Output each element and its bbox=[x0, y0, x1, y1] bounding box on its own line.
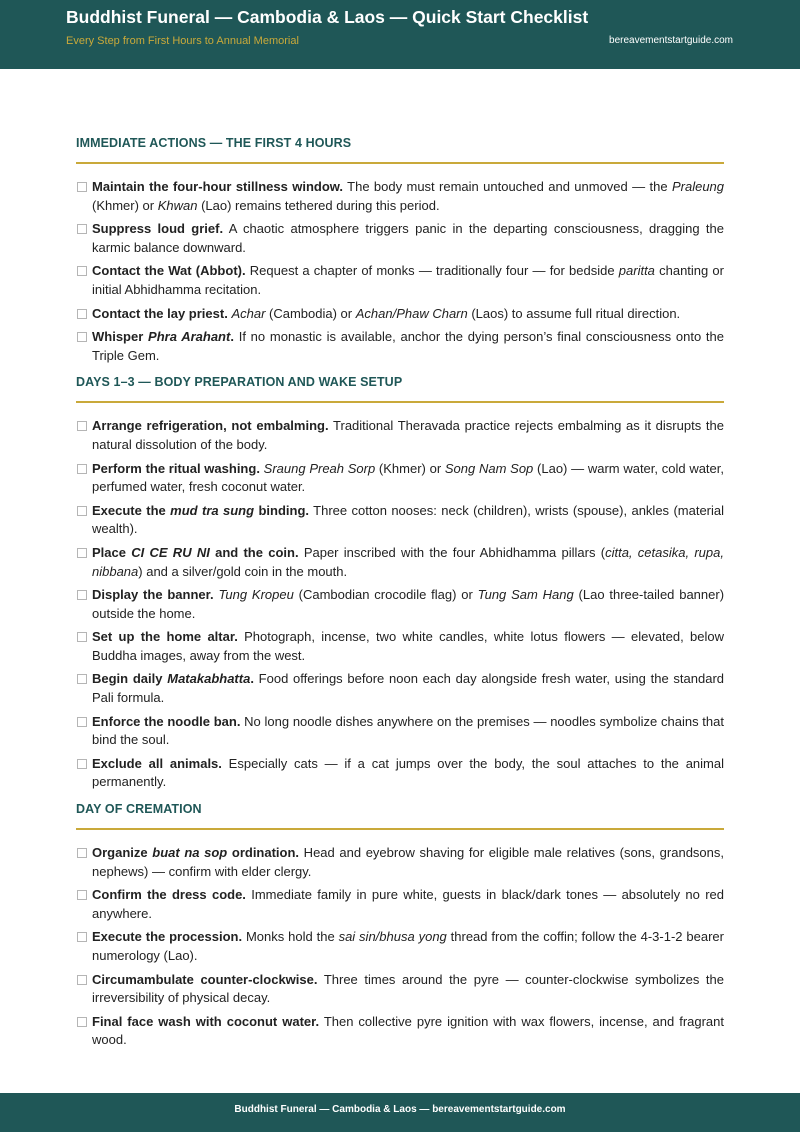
item-title-text bbox=[170, 503, 254, 518]
section-heading: DAY OF CREMATION bbox=[76, 802, 724, 830]
checkbox-icon[interactable] bbox=[77, 717, 87, 727]
checkbox-icon[interactable] bbox=[77, 975, 87, 985]
checklist-items bbox=[76, 844, 724, 1050]
item-title-text: Contact the lay priest. bbox=[92, 305, 228, 321]
checkbox-icon[interactable] bbox=[77, 632, 87, 642]
item-title-text: Whisper bbox=[92, 329, 149, 345]
checklist-content bbox=[76, 136, 724, 1055]
item-title-text: Suppress loud grief. bbox=[92, 221, 224, 237]
checklist-section bbox=[76, 375, 724, 792]
item-body-text: Paper inscribed with the four Abhidhamma pillars ( bbox=[298, 544, 606, 560]
checkbox-icon[interactable] bbox=[77, 590, 87, 600]
page-subtitle: Every Step from First Hours to Annual Memorial bbox=[66, 35, 299, 47]
checkbox-icon[interactable] bbox=[77, 548, 87, 558]
checklist-items bbox=[76, 178, 724, 365]
item-body-text: If no monastic is available, anchor the dying person’s final consciousness onto the Triple Gem. bbox=[92, 329, 724, 363]
checklist-item bbox=[76, 928, 724, 965]
checklist-items bbox=[76, 417, 724, 792]
checkbox-icon[interactable] bbox=[77, 464, 87, 474]
checklist-item bbox=[76, 670, 724, 707]
item-title-text: and the coin. bbox=[209, 544, 299, 560]
checkbox-icon[interactable] bbox=[77, 1017, 87, 1027]
item-body-text: (Laos) to assume full ritual direction. bbox=[467, 305, 681, 321]
item-body-text: Especially cats — if a cat jumps over the body, the soul attaches to the animal permanently. bbox=[92, 755, 724, 790]
checklist-section bbox=[76, 802, 724, 1050]
checkbox-icon[interactable] bbox=[77, 266, 87, 276]
item-title-text: binding. bbox=[254, 502, 309, 518]
item-title-text: Execute the procession. bbox=[92, 929, 243, 945]
item-body-text: The body must remain untouched and unmoved — the bbox=[343, 179, 672, 194]
item-title-text: Arrange refrigeration, not embalming. bbox=[92, 418, 329, 434]
checkbox-icon[interactable] bbox=[77, 332, 87, 342]
item-term-text: Tung Kropeu bbox=[218, 587, 294, 603]
item-term-text: Khwan bbox=[157, 197, 198, 213]
item-title-text: . bbox=[250, 671, 254, 687]
item-emphasis: buat na sop bbox=[152, 845, 228, 861]
item-term-text: Sraung Preah Sorp bbox=[263, 460, 376, 476]
item-body-text: Traditional Theravada practice rejects embalming as it disrupts the natural dissolution of the body. bbox=[92, 418, 724, 452]
item-title-text: Exclude all animals. bbox=[92, 755, 222, 771]
checklist-item bbox=[76, 586, 724, 623]
header-site-url[interactable]: bereavementstartguide.com bbox=[609, 35, 733, 46]
section-heading: DAYS 1–3 — BODY PREPARATION AND WAKE SETUP bbox=[76, 375, 724, 403]
item-body-text: No long noodle dishes anywhere on the premises — noodles symbolize chains that bind the soul. bbox=[92, 713, 724, 748]
item-body-text: Request a chapter of monks — traditionally four — for bedside bbox=[245, 263, 619, 279]
item-body-text: Then collective pyre ignition with wax flowers, incense, and fragrant wood. bbox=[92, 1013, 725, 1048]
item-body-text: (Khmer) or bbox=[375, 460, 445, 476]
footer-text: Buddhist Funeral — Cambodia & Laos — bereavementstartguide.com bbox=[234, 1104, 566, 1115]
item-title-text bbox=[152, 845, 227, 860]
section-heading: IMMEDIATE ACTIONS — THE FIRST 4 HOURS bbox=[76, 136, 724, 164]
item-body-text: Photograph, incense, two white candles, white lotus flowers — elevated, below Buddha images, away from the west. bbox=[92, 629, 724, 663]
page-footer bbox=[0, 1093, 800, 1132]
item-body-text: (Cambodian crocodile flag) or bbox=[293, 587, 478, 603]
item-title-text bbox=[131, 545, 210, 560]
item-title-text: . bbox=[230, 329, 234, 345]
checklist-item bbox=[76, 460, 724, 497]
checklist-item bbox=[76, 971, 724, 1008]
item-body-text: (Lao) remains tethered during this period. bbox=[197, 197, 440, 213]
item-title-text: Circumambulate counter-clockwise. bbox=[92, 971, 318, 987]
item-body-text: (Cambodia) or bbox=[265, 305, 356, 321]
checklist-item bbox=[76, 502, 724, 539]
item-body-text: (Lao) — warm water, cold water, perfumed water, fresh coconut water. bbox=[92, 460, 724, 495]
item-title-text: Enforce the noodle ban. bbox=[92, 713, 241, 729]
checkbox-icon[interactable] bbox=[77, 182, 87, 192]
item-term-text: Tung Sam Hang bbox=[477, 587, 574, 603]
item-term-text: paritta bbox=[618, 263, 655, 279]
checkbox-icon[interactable] bbox=[77, 309, 87, 319]
page-header bbox=[0, 0, 800, 69]
item-title-text: ordination. bbox=[227, 845, 300, 861]
checklist-item bbox=[76, 886, 724, 923]
checklist-item bbox=[76, 305, 724, 324]
item-body-text: (Lao three-tailed banner) outside the home. bbox=[92, 587, 725, 621]
item-body-text: ) and a silver/gold coin in the mouth. bbox=[138, 563, 348, 579]
item-title-text: Perform the ritual washing. bbox=[92, 460, 260, 476]
checkbox-icon[interactable] bbox=[77, 506, 87, 516]
checkbox-icon[interactable] bbox=[77, 932, 87, 942]
checklist-item bbox=[76, 262, 724, 299]
item-body-text: chanting or initial Abhidhamma recitation. bbox=[92, 263, 724, 297]
item-title-text: Place bbox=[92, 544, 132, 560]
item-body-text: (Khmer) or bbox=[92, 197, 158, 213]
checklist-item bbox=[76, 417, 724, 454]
page-title: Buddhist Funeral — Cambodia & Laos — Quick Start Checklist bbox=[66, 7, 589, 27]
checklist-item bbox=[76, 220, 724, 257]
item-body-text: Head and eyebrow shaving for eligible male relatives (sons, grandsons, nephews) — confirm with elder clergy. bbox=[92, 845, 724, 879]
checkbox-icon[interactable] bbox=[77, 674, 87, 684]
checkbox-icon[interactable] bbox=[77, 848, 87, 858]
item-term-text: citta, cetasika, rupa, nibbana bbox=[92, 544, 724, 579]
item-title-text: Confirm the dress code. bbox=[92, 887, 246, 903]
checkbox-icon[interactable] bbox=[77, 890, 87, 900]
item-term-text: Song Nam Sop bbox=[444, 460, 534, 476]
item-emphasis: CI CE RU NI bbox=[131, 544, 210, 560]
checkbox-icon[interactable] bbox=[77, 421, 87, 431]
item-term-text: sai sin/bhusa yong bbox=[338, 929, 447, 945]
item-term-text: Achan/Phaw Charn bbox=[355, 305, 468, 321]
item-title-text bbox=[148, 329, 230, 344]
item-body-text: Three cotton nooses: neck (children), wrists (spouse), ankles (material wealth). bbox=[92, 502, 725, 537]
checklist-item bbox=[76, 755, 724, 792]
item-title-text: Organize bbox=[92, 845, 153, 861]
item-title-text: Execute the bbox=[92, 502, 171, 518]
item-title-text: Set up the home altar. bbox=[92, 629, 238, 645]
checklist-item bbox=[76, 844, 724, 881]
item-emphasis: Phra Arahant bbox=[148, 329, 231, 345]
item-emphasis: mud tra sung bbox=[170, 502, 255, 518]
item-title-text: Maintain the four-hour stillness window. bbox=[92, 179, 344, 194]
item-title-text: Contact the Wat (Abbot). bbox=[92, 263, 246, 279]
item-title-text: Begin daily bbox=[92, 671, 168, 687]
item-body-text: Immediate family in pure white, guests in black/dark tones — absolutely no red anywhere. bbox=[92, 887, 724, 921]
item-title-text: Final face wash with coconut water. bbox=[92, 1013, 320, 1029]
item-body-text: Food offerings before noon each day alongside fresh water, using the standard Pali formula. bbox=[92, 671, 725, 706]
item-body-text: Three times around the pyre — counter-clockwise symbolizes the irreversibility of physical decay. bbox=[92, 971, 725, 1006]
checklist-item bbox=[76, 544, 724, 581]
item-term-text: Praleung bbox=[671, 179, 725, 194]
checklist-item bbox=[76, 628, 724, 665]
checklist-item bbox=[76, 713, 724, 750]
checklist-item bbox=[76, 178, 724, 215]
checklist-section bbox=[76, 136, 724, 365]
item-body-text: Monks hold the bbox=[242, 929, 339, 945]
checklist-item bbox=[76, 1013, 724, 1050]
item-body-text: A chaotic atmosphere triggers panic in the departing consciousness, dragging the karmic balance downward. bbox=[92, 221, 724, 255]
checklist-item bbox=[76, 328, 724, 365]
item-term-text: Achar bbox=[231, 305, 266, 321]
item-body-text: thread from the coffin; follow the 4-3-1-2 bearer numerology (Lao). bbox=[92, 929, 724, 963]
item-emphasis: Matakabhatta bbox=[167, 671, 251, 687]
item-title-text bbox=[167, 671, 250, 686]
item-title-text: Display the banner. bbox=[92, 587, 214, 603]
checkbox-icon[interactable] bbox=[77, 759, 87, 769]
checkbox-icon[interactable] bbox=[77, 224, 87, 234]
